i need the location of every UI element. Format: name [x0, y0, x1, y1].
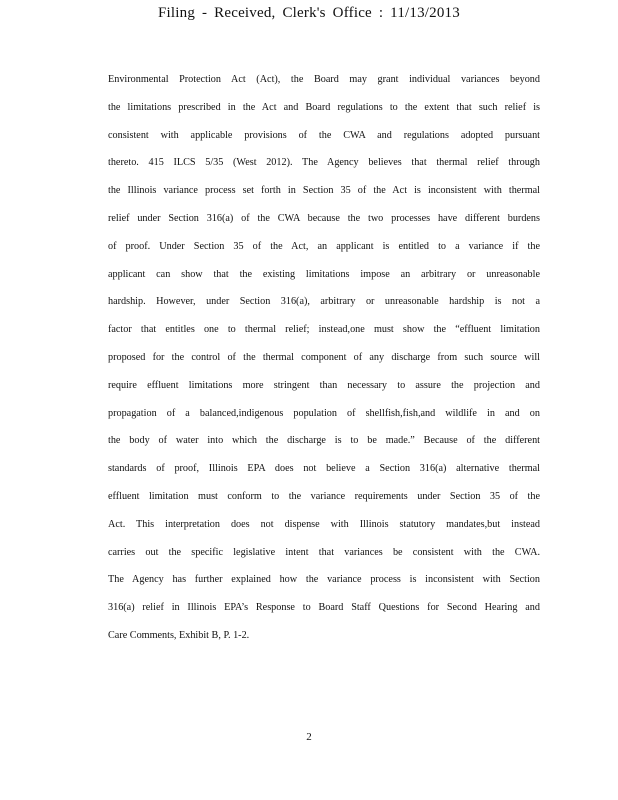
body-line: the body of water into which the discharge is to be made.” Because of the different [108, 435, 540, 447]
body-line: of proof. Under Section 35 of the Act, an applicant is entitled to a variance if the [108, 240, 540, 252]
body-line: applicant can show that the existing limitations impose an arbitrary or unreasonable [108, 268, 540, 280]
body-line: standards of proof, Illinois EPA does not believe a Section 316(a) alternative thermal [108, 463, 540, 475]
body-line: effluent limitation must conform to the variance requirements under Section 35 of the [108, 490, 540, 502]
body-line: Environmental Protection Act (Act), the Board may grant individual variances beyond [108, 74, 540, 85]
body-line: hardship. However, under Section 316(a), arbitrary or unreasonable hardship is not a [108, 296, 540, 308]
body-line: consistent with applicable provisions of the CWA and regulations adopted pursuant [108, 129, 540, 141]
body-line: carries out the specific legislative intent that variances be consistent with the CWA. [108, 546, 540, 558]
body-line: propagation of a balanced,indigenous population of shellfish,fish,and wildlife in and on [108, 407, 540, 419]
document-body [108, 66, 540, 650]
body-line: relief under Section 316(a) of the CWA because the two processes have different burdens [108, 212, 540, 224]
body-line: the limitations prescribed in the Act and Board regulations to the extent that such relief is [108, 101, 540, 113]
body-line: factor that entitles one to thermal relief; instead,one must show the “effluent limitation [108, 324, 540, 336]
body-line: proposed for the control of the thermal component of any discharge from such source will [108, 351, 540, 363]
filing-header: Filing - Received, Clerk's Office : 11/13/2013 [158, 5, 460, 21]
body-line: Care Comments, Exhibit B, P. 1-2. [108, 629, 250, 641]
page-number: 2 [306, 731, 312, 743]
body-line: require effluent limitations more stringent than necessary to assure the projection and [108, 379, 540, 391]
body-line: thereto. 415 ILCS 5/35 (West 2012). The Agency believes that thermal relief through [108, 157, 540, 169]
body-line: Act. This interpretation does not dispense with Illinois statutory mandates,but instead [108, 518, 540, 530]
body-line: The Agency has further explained how the variance process is inconsistent with Section [108, 574, 540, 586]
body-line: 316(a) relief in Illinois EPA’s Response to Board Staff Questions for Second Hearing and [108, 602, 540, 614]
body-line: the Illinois variance process set forth in Section 35 of the Act is inconsistent with thermal [108, 185, 540, 197]
